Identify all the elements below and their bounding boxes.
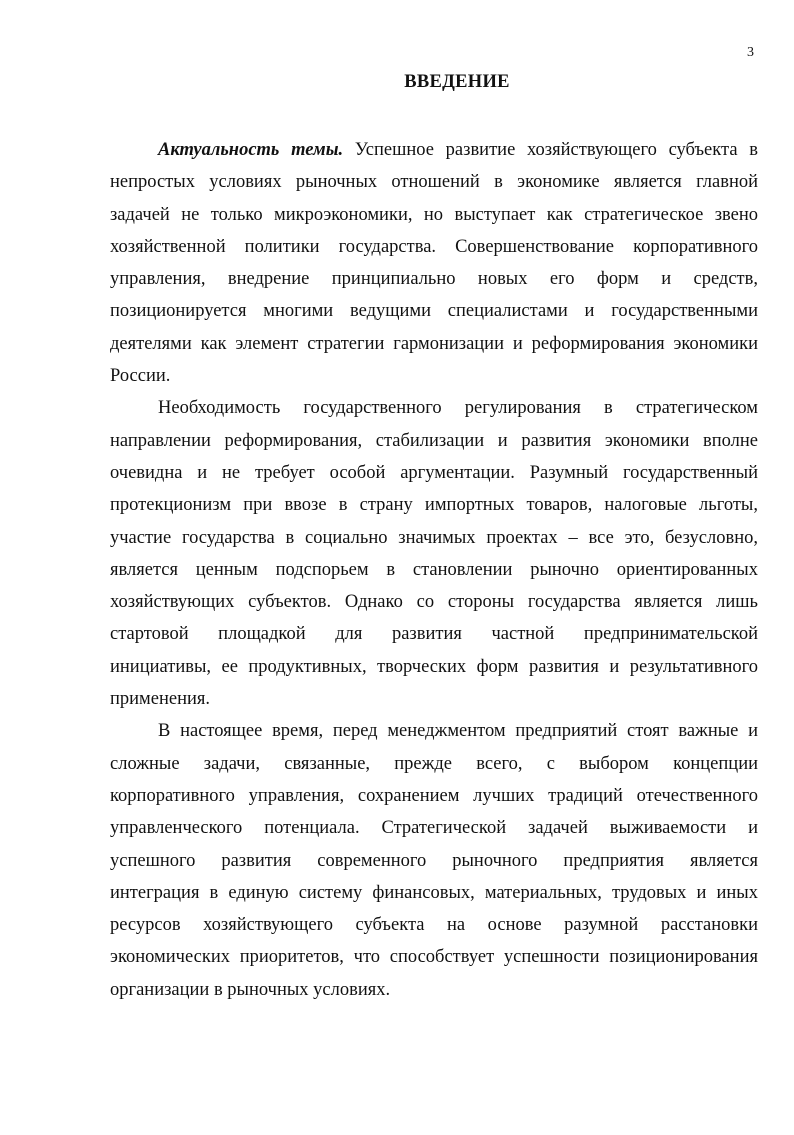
paragraph-line: [110, 489, 758, 521]
paragraph-line: [110, 586, 758, 618]
line-text: позиционируется многими ведущими специалистами и государственными: [110, 301, 758, 322]
paragraph-line: [110, 651, 758, 683]
line-text: организации в рыночных условиях.: [110, 979, 391, 1000]
paragraph-line: [110, 780, 758, 812]
paragraph-line: [110, 166, 758, 198]
paragraph-line: [110, 877, 758, 909]
line-text: применения.: [110, 689, 211, 710]
line-text: Успешное развитие хозяйствующего субъекта в: [343, 140, 759, 160]
document-body: [110, 134, 758, 1006]
paragraph-line: [110, 360, 758, 392]
paragraph-line: [110, 457, 758, 489]
line-text: успешного развития современного рыночного предприятия является: [110, 850, 758, 871]
line-text: управленческого потенциала. Стратегической задачей выживаемости и: [110, 818, 758, 839]
paragraph-line: [110, 941, 758, 973]
line-text: корпоративного управления, сохранением лучших традиций отечественного: [110, 785, 758, 806]
paragraph-line: [110, 715, 758, 747]
paragraph-line: [110, 554, 758, 586]
line-text: экономических приоритетов, что способствует успешности позиционирования: [110, 947, 758, 968]
paragraph-line: [110, 618, 758, 650]
paragraph-line: [110, 812, 758, 844]
line-text: сложные задачи, связанные, прежде всего, с выбором концепции: [110, 753, 758, 774]
paragraph-line: [110, 392, 758, 424]
line-text: направлении реформирования, стабилизации и развития экономики вполне: [110, 430, 758, 451]
line-text: ресурсов хозяйствующего субъекта на основе разумной расстановки: [110, 915, 758, 936]
page-title: ВВЕДЕНИЕ: [404, 72, 510, 92]
paragraph-line: [110, 328, 758, 360]
line-text: управления, внедрение принципиально новых его форм и средств,: [110, 269, 758, 290]
page-number: 3: [747, 45, 754, 60]
line-text: непростых условиях рыночных отношений в экономике является главной: [110, 172, 758, 193]
paragraph-line: [110, 295, 758, 327]
line-text: Необходимость государственного регулирования в стратегическом: [158, 398, 758, 419]
paragraph-line: [110, 231, 758, 263]
paragraph-line: [110, 683, 758, 715]
paragraph-line: [110, 845, 758, 877]
line-text: очевидна и не требует особой аргументации. Разумный государственный: [110, 462, 758, 483]
paragraph-line: [110, 263, 758, 295]
paragraph-line: [110, 522, 758, 554]
line-text: хозяйствующих субъектов. Однако со стороны государства является лишь: [110, 592, 758, 613]
line-text: интеграция в единую систему финансовых, материальных, трудовых и иных: [110, 882, 758, 903]
line-text: России.: [110, 366, 171, 387]
paragraph-lead: Актуальность темы.: [158, 140, 344, 160]
line-text: деятелями как элемент стратегии гармонизации и реформирования экономики: [110, 333, 758, 354]
line-text: В настоящее время, перед менеджментом предприятий стоят важные и: [158, 721, 758, 742]
paragraph-line: [110, 974, 758, 1006]
paragraph-line: [110, 909, 758, 941]
line-text: стартовой площадкой для развития частной предпринимательской: [110, 624, 758, 645]
line-text: инициативы, ее продуктивных, творческих форм развития и результативного: [110, 656, 758, 677]
line-text: является ценным подспорьем в становлении рыночно ориентированных: [110, 559, 758, 580]
line-text: задачей не только микроэкономики, но выступает как стратегическое звено: [110, 204, 758, 225]
paragraph-line: [110, 748, 758, 780]
paragraph-line: [110, 425, 758, 457]
paragraph-line: [110, 199, 758, 231]
line-text: участие государства в социально значимых проектах – все это, безусловно,: [110, 527, 758, 548]
line-text: протекционизм при ввозе в страну импортных товаров, налоговые льготы,: [110, 495, 758, 516]
line-text: хозяйственной политики государства. Совершенствование корпоративного: [110, 236, 758, 257]
paragraph-line: [110, 134, 758, 166]
